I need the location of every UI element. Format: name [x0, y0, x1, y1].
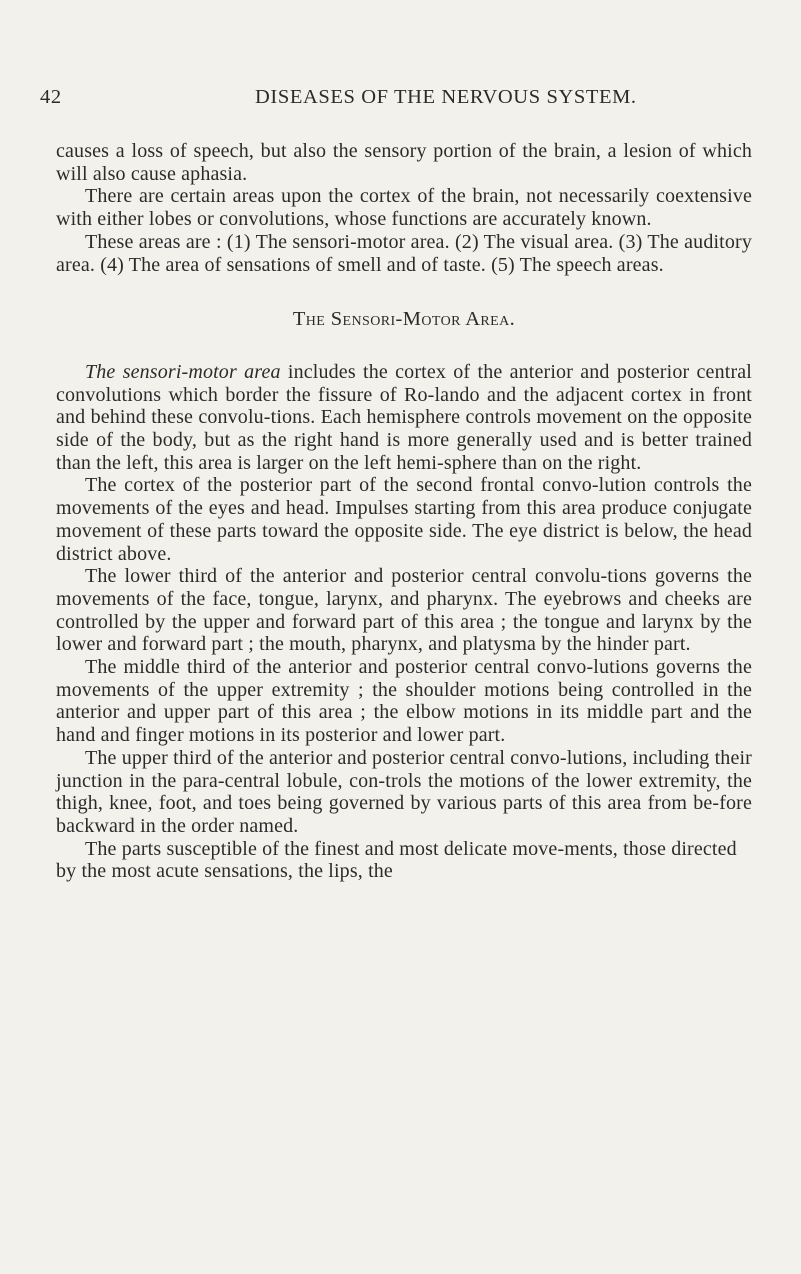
section-lead-paragraph	[56, 361, 752, 475]
paragraph: causes a loss of speech, but also the sensory portion of the brain, a lesion of which will also cause aphasia.	[56, 140, 752, 185]
paragraph: The cortex of the posterior part of the second frontal convo-lution controls the movements of the eyes and head. Impulses starting from this area produce conjugate movement of these parts toward the opposite side. The eye district is below, the head district above.	[56, 474, 752, 565]
paragraph: The upper third of the anterior and posterior central convo-lutions, including their junction in the para-central lobule, con-trols the motions of the lower extremity, the thigh, knee, foot, and toes being governed by various parts of this area from be-fore backward in the order named.	[56, 746, 752, 837]
paragraph: The parts susceptible of the finest and most delicate move-ments, those directed by the most acute sensations, the lips, the	[56, 837, 737, 883]
running-head	[40, 86, 760, 116]
paragraph: These areas are : (1) The sensori-motor area. (2) The visual area. (3) The auditory area. (4) The area of sensations of smell and of taste. (5) The speech areas.	[56, 230, 752, 276]
paragraph: The lower third of the anterior and posterior central convolu-tions governs the movements of the face, tongue, larynx, and pharynx. The eyebrows and cheeks are controlled by the upper and forward part of this area ; the tongue and larynx by the lower and forward part ; the mouth, pharynx, and platysma by the hinder part.	[56, 565, 752, 656]
page-number: 42	[40, 86, 62, 108]
paragraph: There are certain areas upon the cortex of the brain, not necessarily coextensive with either lobes or convolutions, whose functions are accurately known.	[56, 185, 752, 231]
section-heading: The Sensori-Motor Area.	[292, 308, 516, 331]
lead-text: includes the cortex of the anterior and posterior central convolutions which border the fissure of Ro-lando and the adjacent cortex in front and behind these convolu-tions. Each hemisphere controls movement on the opposite side of the body, but as the right hand is more generally used and is better trained than the left, this area is larger on the left hemi-sphere than on the right.	[56, 360, 752, 474]
paragraph: The middle third of the anterior and posterior central convo-lutions governs the movements of the upper extremity ; the shoulder motions being controlled in the anterior and upper part of this area ; the elbow motions in its middle part and the hand and finger motions in its posterior and lower part.	[56, 656, 752, 747]
lead-italic-term: The sensori-motor area	[85, 360, 281, 383]
body-text	[56, 140, 752, 883]
running-title: DISEASES OF THE NERVOUS SYSTEM.	[255, 86, 637, 108]
